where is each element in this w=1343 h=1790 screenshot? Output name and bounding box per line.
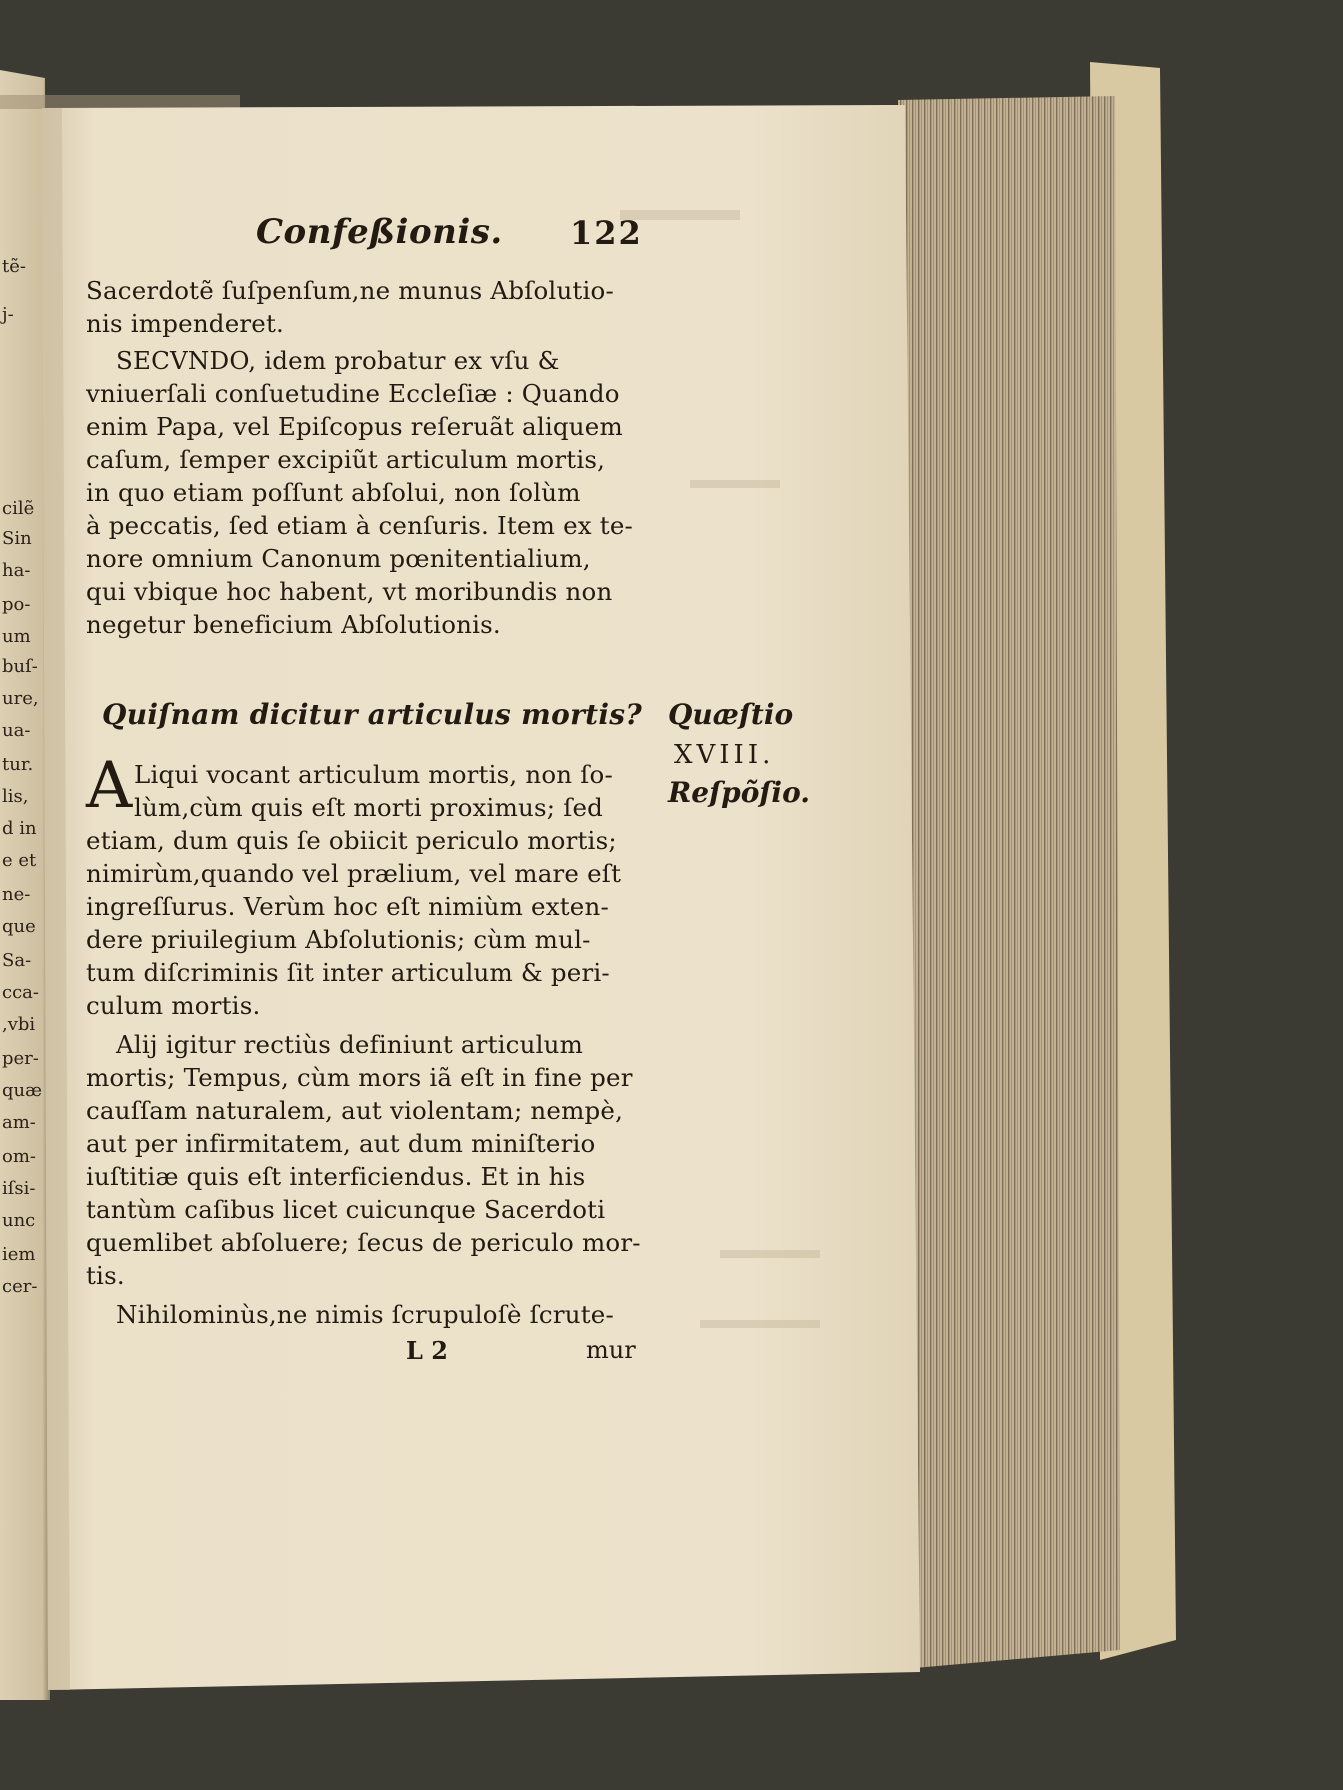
answer-line: tum diſcriminis ſit inter articulum & peri- — [86, 958, 610, 987]
answer-line: Alij igitur rectiùs definiunt articulum — [116, 1030, 584, 1059]
left-fragment: per- — [2, 1048, 39, 1069]
answer-line: Nihilominùs,ne nimis ſcrupuloſè ſcrute- — [116, 1300, 614, 1329]
answer-line: aut per infirmitatem, aut dum miniſterio — [86, 1129, 596, 1158]
left-fragment: e et — [2, 850, 37, 871]
left-fragment: ure, — [2, 688, 39, 709]
answer-line: lùm,cùm quis eſt morti proximus; ſed — [134, 793, 604, 822]
body-line: vniuerſali conſuetudine Eccleſiæ : Quando — [86, 379, 620, 408]
left-fragment: unc — [2, 1210, 36, 1231]
left-fragment: lis, — [2, 786, 29, 807]
page-footer — [86, 1336, 650, 1370]
body-line: in quo etiam poſſunt abſolui, non ſolùm — [86, 478, 581, 507]
left-fragment: tẽ- — [2, 256, 26, 277]
left-fragment: ne- — [2, 884, 31, 905]
catchword: mur — [586, 1336, 636, 1364]
left-fragment: d in — [2, 818, 37, 839]
answer-line: iuſtitiæ quis eſt interficiendus. Et in his — [86, 1162, 586, 1191]
left-fragment: po- — [2, 594, 31, 615]
left-fragment: am- — [2, 1112, 36, 1133]
page-header — [86, 208, 650, 258]
body-line: caſum, ſemper excipiũt articulum mortis, — [86, 445, 606, 474]
left-fragment: iem — [2, 1244, 36, 1265]
left-fragment: Sin — [2, 528, 32, 549]
body-line: enim Papa, vel Epiſcopus reſeruãt aliquem — [86, 412, 623, 441]
body-line: qui vbique hoc habent, vt moribundis non — [86, 577, 613, 606]
left-fragment: om- — [2, 1146, 36, 1167]
answer-line: tis. — [86, 1261, 125, 1290]
answer-line: ingreſſurus. Verùm hoc eſt nimiùm exten- — [86, 892, 609, 921]
left-fragment: iſsi- — [2, 1178, 36, 1199]
binding-thread — [0, 95, 240, 109]
left-fragment: quæ — [2, 1080, 43, 1101]
running-title: Confeßionis. — [256, 212, 503, 252]
margin-quaestio-label: Quæſtio — [668, 698, 794, 731]
answer-line: cauſſam naturalem, aut violentam; nempè, — [86, 1096, 624, 1125]
left-fragment: tur. — [2, 754, 34, 775]
left-fragment: ,vbi — [2, 1014, 36, 1035]
margin-responsio-label: Reſpõſio. — [668, 776, 810, 809]
body-line: nis impenderet. — [86, 309, 285, 338]
page-edges — [898, 96, 1120, 1668]
answer-line: Liqui vocant articulum mortis, non ſo- — [134, 760, 613, 789]
body-line: SECVNDO, idem probatur ex vſu & — [116, 346, 560, 375]
answer-line: quemlibet abſoluere; ſecus de periculo mor- — [86, 1228, 641, 1257]
body-line: Sacerdotẽ ſuſpenſum,ne munus Abſolutio- — [86, 276, 614, 305]
question-heading: Quiſnam dicitur articulus mortis? — [102, 698, 643, 731]
left-fragment: cer- — [2, 1276, 38, 1297]
left-fragment: j- — [2, 304, 14, 325]
answer-line: tantùm caſibus licet cuicunque Sacerdoti — [86, 1195, 606, 1224]
left-fragment: que — [2, 916, 36, 937]
drop-cap: A — [86, 749, 133, 823]
answer-line: nimirùm,quando vel prælium, vel mare eſt — [86, 859, 622, 888]
left-fragment: Sa- — [2, 950, 32, 971]
body-line: à peccatis, ſed etiam à cenſuris. Item ex te- — [86, 511, 634, 540]
left-fragment: ua- — [2, 720, 31, 741]
answer-line: dere priuilegium Abſolutionis; cùm mul- — [86, 925, 591, 954]
answer-line: culum mortis. — [86, 991, 261, 1020]
left-fragment: ha- — [2, 560, 31, 581]
left-fragment: buſ- — [2, 656, 38, 677]
left-fragment: cca- — [2, 982, 39, 1003]
body-line: negetur beneficium Abſolutionis. — [86, 610, 501, 639]
answer-line: etiam, dum quis ſe obiicit periculo mortis; — [86, 826, 617, 855]
page-number: 122 — [570, 214, 643, 252]
left-fragment: um — [2, 626, 31, 647]
answer-line: mortis; Tempus, cùm mors iã eſt in fine per — [86, 1063, 633, 1092]
signature-mark: L 2 — [406, 1336, 448, 1365]
left-fragment: cilẽ — [2, 498, 35, 519]
margin-quaestio-number: XVIII. — [674, 740, 775, 770]
body-line: nore omnium Canonum pœnitentialium, — [86, 544, 591, 573]
